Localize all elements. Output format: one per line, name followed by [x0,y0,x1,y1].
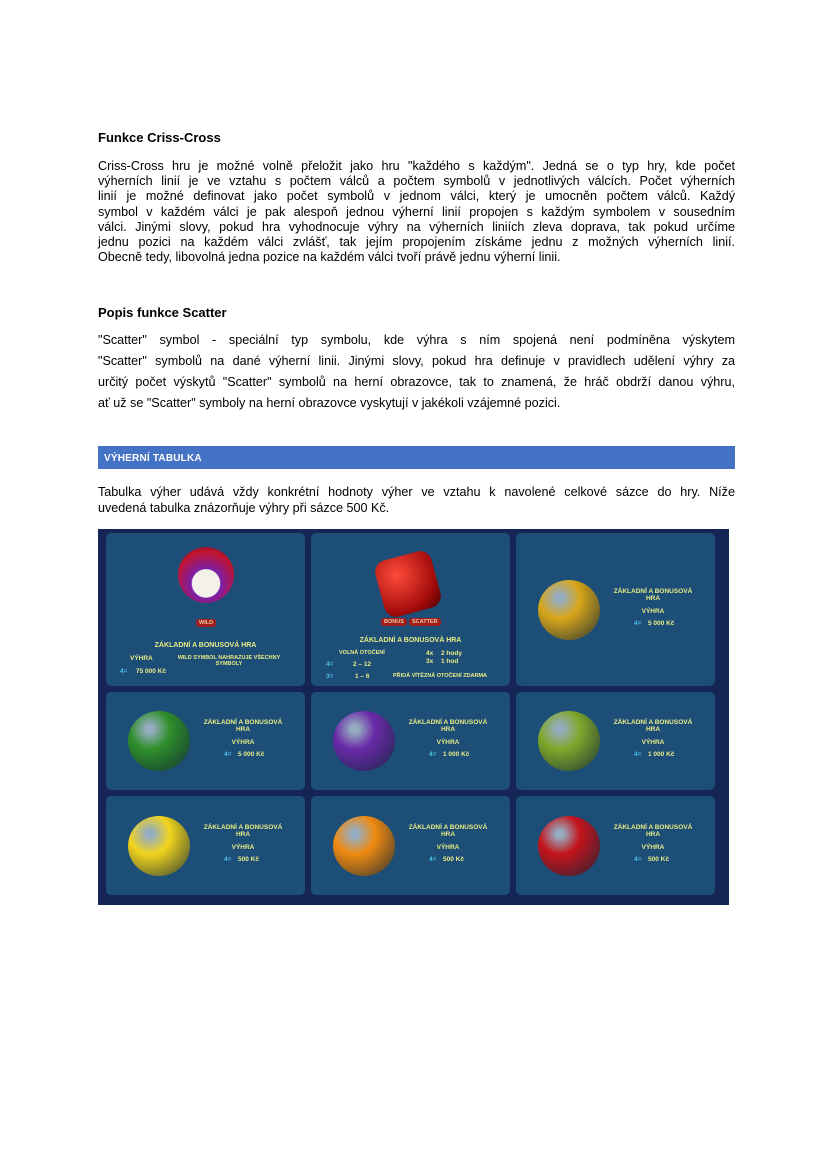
text-line: jednu pozici na každém válci zvlášť, tak jejím propojením získáme jednu z možných výherních linií. [98,235,735,250]
value: 1 000 Kč [648,751,675,758]
win-label: VÝHRA [436,843,460,851]
plum-icon [333,711,395,771]
win-label: VÝHRA [641,843,665,851]
value: 500 Kč [238,855,259,863]
paytable-cell-joker [106,533,305,686]
win-label: VÝHRA [231,739,255,746]
game-label: ZÁKLADNÍ A BONUSOVÁ HRA [203,719,283,733]
paytable-cell-plum [311,692,510,790]
game-label: ZÁKLADNÍ A BONUSOVÁ HRA [613,823,693,838]
paytable-intro [98,485,735,516]
count: 4= [326,661,334,668]
count: 4= [634,619,642,627]
text-line: ať už se "Scatter" symboly na herní obrazovce vyskytují v jakékoli vzájemné pozici. [98,396,561,410]
paytable-cell-kiwi [516,692,715,790]
roll-key: 3x [426,658,434,665]
game-label: ZÁKLADNÍ A BONUSOVÁ HRA [408,719,488,733]
watermelon-icon [128,711,190,771]
paytable-cell-cherries [516,796,715,895]
lemon-icon [128,816,190,876]
dice-icon [372,548,443,619]
win-label: VÝHRA [436,739,460,746]
game-label: ZÁKLADNÍ A BONUSOVÁ HRA [613,587,693,602]
section-header-paytable: VÝHERNÍ TABULKA [98,446,735,469]
value: 5 000 Kč [238,751,265,758]
win-label: VÝHRA [231,843,255,851]
paytable-cell-watermelon [106,692,305,790]
roll-value: 1 hod [441,658,459,665]
criss-cross-paragraph [98,159,735,265]
win-label: VÝHRA [641,739,665,746]
text-line: výherních linií je ve vztahu s počtem válců a počtem symbolů v jednotlivých válcích. Počet výherních [98,174,735,189]
cherries-icon [538,816,600,876]
roll-value: 2 hody [441,650,462,657]
count: 4= [634,751,642,758]
text-line: určitý počet výskytů "Scatter" symbolů na herní obrazovce, tak to znamená, že hráč obdrží danou výhru, [98,375,735,389]
win-label: VÝHRA [641,607,665,615]
count: 4= [429,751,437,758]
free-spins-label: VOLNÁ OTOČENÍ [339,650,385,656]
paytable-cell-orange [311,796,510,895]
kiwi-icon [538,711,600,771]
text-line: "Scatter" symbolů na dané výherní linii. Jinými slovy, pokud hra definuje v pravidlech udělení výhry za [98,354,735,368]
text-line: Tabulka výher udává vždy konkrétní hodnoty výher ve vztahu k navolené celkové sázce do hry. Níže [98,485,735,499]
value: 1 000 Kč [443,751,470,758]
win-label: VÝHRA [130,655,153,662]
value: 500 Kč [648,855,669,863]
paytable-cell-lemon [106,796,305,895]
count: 3= [326,673,334,680]
scatter-badge: SCATTER [409,618,441,626]
text-line: "Scatter" symbol - speciální typ symbolu, kde výhra s ním spojená není podmíněna výskytem [98,333,735,347]
paytable-image [98,529,729,905]
count: 4= [224,855,232,863]
count: 4= [224,751,232,758]
scatter-paragraph [98,330,735,414]
count: 4= [634,855,642,863]
paytable-cell-dice [311,533,510,686]
bell-icon [538,580,600,640]
text-line: válci. Jinými slovy, pokud hra vyhodnocuje výhry na výherních liniích zleva doprava, tak pokud určíme [98,219,735,234]
heading-scatter: Popis funkce Scatter [98,305,227,320]
roll-key: 4x [426,650,434,657]
game-label: ZÁKLADNÍ A BONUSOVÁ HRA [203,823,283,838]
game-label: ZÁKLADNÍ A BONUSOVÁ HRA [613,719,693,733]
orange-icon [333,816,395,876]
value: 2 – 12 [353,661,372,668]
bonus-badge: BONUS [381,618,407,626]
note: PŘIDÁ VÍTĚZNÁ OTOČENÍ ZDARMA [393,673,488,679]
text-line: symbol v každém válci je pak alespoň jednou výherní linií propojen s každým symbolem v sousedním [98,204,735,219]
game-label: ZÁKLADNÍ A BONUSOVÁ HRA [359,637,462,644]
value: 500 Kč [443,855,464,863]
text-line: uvedená tabulka znázorňuje výhry při sázce 500 Kč. [98,500,390,515]
text-line: Criss-Cross hru je možné volně přeložit jako hru "každého s každým". Jedná se o typ hry, kde počet [98,159,735,173]
game-label: ZÁKLADNÍ A BONUSOVÁ HRA [154,642,257,649]
text-line: linií je možné definovat jako počet symbolů v jednom válci, který je umocněn počtem válců. Každý [98,189,735,204]
heading-criss-cross: Funkce Criss-Cross [98,130,221,145]
wild-badge: WILD [196,619,216,627]
paytable-cell-bell [516,533,715,686]
count: 4= [120,668,128,675]
text-line: Obecně tedy, libovolná jedna pozice na každém válci tvoří právě jednu výherní linii. [98,250,561,265]
game-label: ZÁKLADNÍ A BONUSOVÁ HRA [408,823,488,838]
note: WILD SYMBOL NAHRAZUJE VŠECHNY SYMBOLY [177,655,281,667]
count: 4= [429,855,437,863]
value: 75 000 Kč [136,668,166,675]
value: 1 – 6 [355,673,370,680]
joker-icon [178,547,234,603]
value: 5 000 Kč [648,619,675,627]
